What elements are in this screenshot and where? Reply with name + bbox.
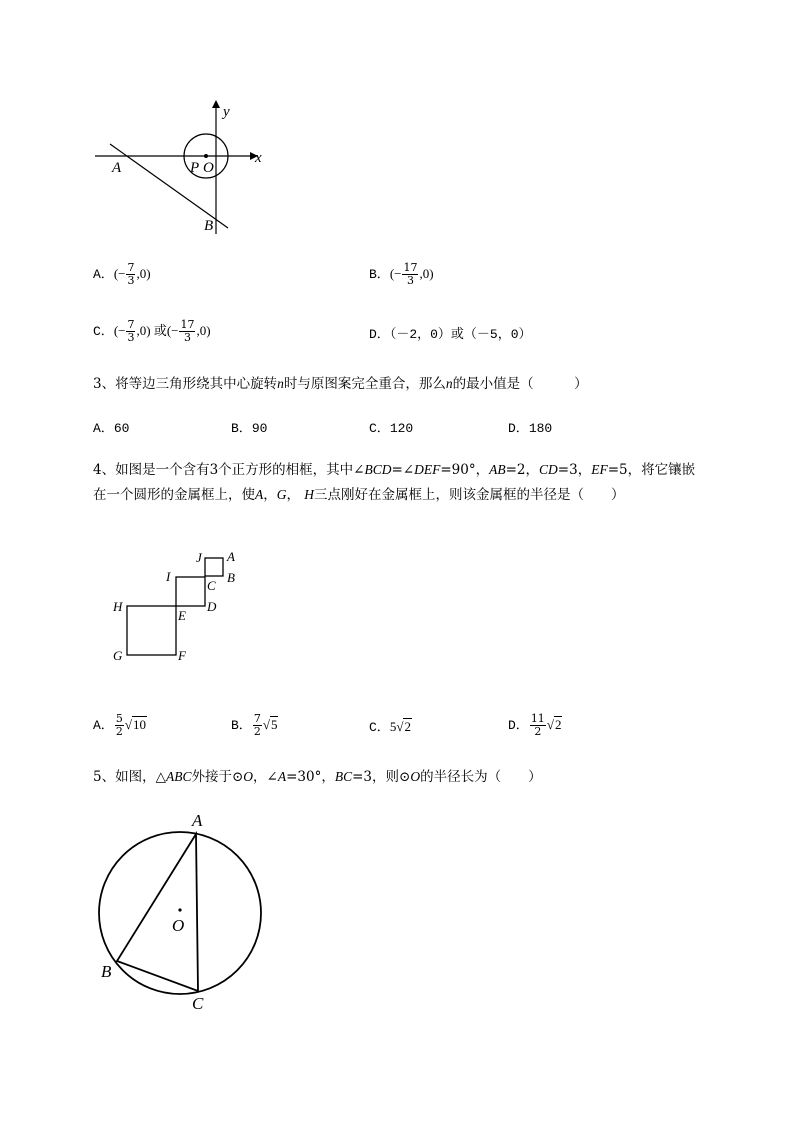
line-ab [110, 144, 228, 228]
figure-three-squares [108, 546, 248, 666]
label-p: P [190, 160, 200, 176]
fraction: $\frac{7}{2}$ [253, 712, 261, 739]
label-g: G [113, 648, 123, 663]
label-c: C [207, 578, 216, 593]
label-c: C [192, 994, 204, 1013]
label-h: H [113, 599, 123, 614]
q4-option-c[interactable]: C．5√2 [369, 719, 411, 735]
q3-option-c[interactable]: C．120 [369, 421, 414, 436]
sqrt: √10 [124, 717, 146, 733]
label-f: F [178, 648, 186, 663]
fraction: $\frac{17}{3}$ [180, 318, 195, 345]
label-a: A [112, 160, 122, 176]
y-axis-arrow [212, 100, 220, 108]
square-medium [176, 577, 205, 606]
label-a: A [227, 549, 235, 564]
q5-stem: 5、如图，△ABC外接于⊙O，∠A=30°，BC=3，则⊙O的半径长为（ ） [93, 769, 542, 785]
figure-coordinate-circle [90, 96, 280, 241]
q3-option-d[interactable]: D．180 [508, 421, 553, 436]
point-p-dot [204, 154, 208, 158]
label-i: I [166, 569, 171, 584]
label-o: O [203, 160, 214, 176]
q2-option-b[interactable]: B．(− $\frac{17}{3}$ ,0) [369, 261, 434, 288]
q3-option-b[interactable]: B．90 [231, 421, 268, 436]
label-y: y [223, 104, 230, 120]
figure-circumcircle [92, 806, 282, 1016]
label-b: B [227, 570, 235, 585]
triangle-abc [117, 834, 198, 991]
q2-option-a[interactable]: A．(− $\frac{7}{3}$ ,0) [93, 261, 151, 288]
fraction: $\frac{11}{2}$ [530, 712, 545, 739]
label-x: x [255, 150, 262, 166]
label-j: J [196, 550, 202, 565]
sqrt: √2 [546, 717, 562, 733]
fraction: $\frac{7}{3}$ [127, 261, 135, 288]
label-a: A [192, 811, 203, 830]
fraction: $\frac{7}{3}$ [127, 318, 135, 345]
square-small [205, 558, 223, 576]
label-b: B [204, 218, 214, 234]
label-b: B [101, 962, 112, 981]
q3-stem: 3、将等边三角形绕其中心旋转n时与原图案完全重合，那么n的最小值是（ ） [93, 376, 588, 392]
sqrt: √2 [396, 719, 411, 734]
square-large [127, 606, 176, 655]
q4-stem-line1: 4、如图是一个含有3个正方形的相框，其中∠BCD=∠DEF=90°，AB=2，CD=3，EF=5，将它镶嵌 [93, 462, 696, 478]
q2-option-d[interactable]: D．（－2，0）或（－5，0） [369, 327, 532, 342]
sqrt: √5 [262, 717, 278, 733]
fraction: $\frac{5}{2}$ [115, 712, 123, 739]
q4-stem-line2: 在一个圆形的金属框上，使A，G， H三点刚好在金属框上，则该金属框的半径是（ ） [93, 487, 625, 503]
fraction: $\frac{17}{3}$ [403, 261, 418, 288]
circumcircle [99, 832, 261, 994]
label-d: D [207, 599, 217, 614]
q3-option-a[interactable]: A．60 [93, 421, 130, 436]
center-o-dot [178, 908, 181, 911]
label-o: O [172, 916, 185, 935]
q2-option-c[interactable]: C．(− $\frac{7}{3}$ ,0) 或(− $\frac{17}{3}$ ,0) [93, 318, 211, 345]
q4-option-b[interactable]: B． $\frac{7}{2}$ √5 [231, 712, 278, 739]
q4-option-d[interactable]: D． $\frac{11}{2}$ √2 [508, 712, 562, 739]
q4-option-a[interactable]: A． $\frac{5}{2}$ √10 [93, 712, 146, 739]
label-e: E [178, 608, 186, 623]
